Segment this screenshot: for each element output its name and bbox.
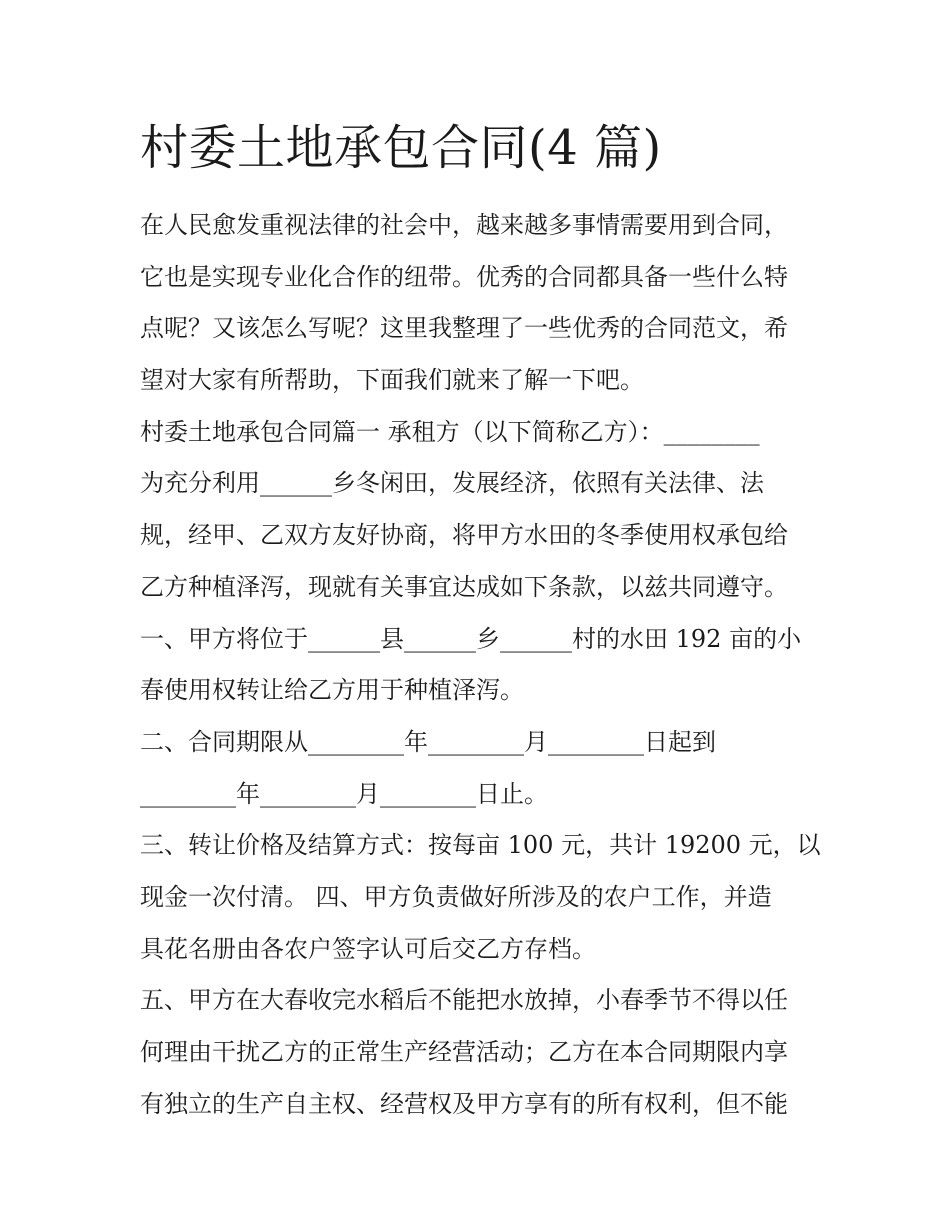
paragraph-line: 具花名册由各农户签字认可后交乙方存档。 <box>140 934 596 963</box>
document-title: 村委土地承包合同(4 篇) <box>140 120 662 176</box>
paragraph-line: ________年________月________日止。 <box>140 779 548 808</box>
paragraph-line: 现金一次付清。 四、甲方负责做好所涉及的农户工作，并造 <box>140 882 772 911</box>
paragraph-line: 何理由干扰乙方的正常生产经营活动；乙方在本合同期限内享 <box>140 1038 788 1066</box>
paragraph-line: 望对大家有所帮助，下面我们就来了解一下吧。 <box>140 366 644 395</box>
paragraph-line: 春使用权转让给乙方用于种植泽泻。 <box>140 676 524 705</box>
paragraph-line: 为充分利用______乡冬闲田，发展经济，依照有关法律、法 <box>140 469 764 498</box>
paragraph-line: 在人民愈发重视法律的社会中，越来越多事情需要用到合同， <box>140 211 788 239</box>
document-body <box>140 200 820 1130</box>
paragraph-line: 一、甲方将位于______县______乡______村的水田 192 亩的小 <box>140 624 802 653</box>
paragraph-line: 五、甲方在大春收完水稻后不能把水放掉，小春季节不得以任 <box>140 986 788 1015</box>
paragraph-line: 规，经甲、乙双方友好协商，将甲方水田的冬季使用权承包给 <box>140 521 788 550</box>
paragraph-line: 村委土地承包合同篇一 承租方（以下简称乙方）：________ <box>140 417 760 446</box>
paragraph-line: 三、转让价格及结算方式：按每亩 100 元，共计 19200 元，以 <box>140 831 821 860</box>
paragraph-line: 乙方种植泽泻，现就有关事宜达成如下条款，以兹共同遵守。 <box>140 572 788 601</box>
paragraph-line: 点呢？又该怎么写呢？这里我整理了一些优秀的合同范文，希 <box>140 314 788 343</box>
paragraph-line: 它也是实现专业化合作的纽带。优秀的合同都具备一些什么特 <box>140 262 788 291</box>
paragraph-line: 有独立的生产自主权、经营权及甲方享有的所有权利，但不能 <box>140 1089 788 1118</box>
paragraph-line: 二、合同期限从________年________月________日起到 <box>140 727 716 756</box>
